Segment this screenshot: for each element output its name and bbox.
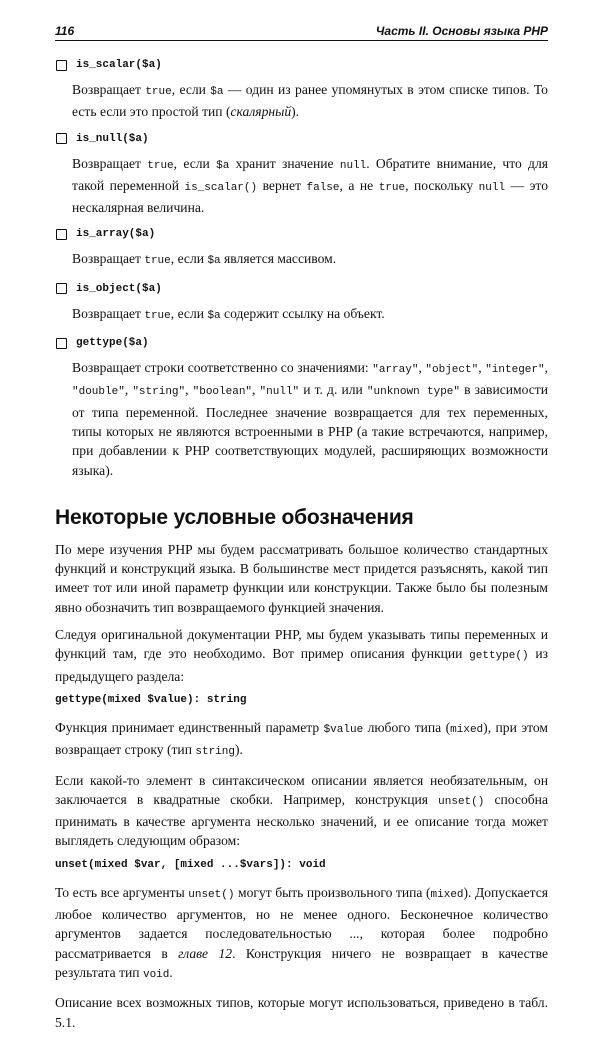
paragraph	[55, 625, 548, 686]
text-run: , если	[170, 305, 208, 321]
text-run: ,	[418, 360, 426, 376]
function-name: is_object($a)	[76, 282, 162, 295]
paragraph	[55, 540, 548, 617]
checkbox-bullet-icon	[56, 338, 67, 349]
checkbox-bullet-icon	[56, 133, 67, 144]
list-item-heading	[55, 334, 548, 352]
inline-code: null	[339, 159, 367, 172]
inline-code: "array"	[372, 364, 419, 377]
inline-code: unset()	[188, 888, 235, 901]
paragraph	[55, 993, 548, 1032]
text-run: . Конструкция ничего не возвращает в качестве результата тип	[55, 945, 548, 980]
page-number: 116	[55, 24, 75, 38]
text-run: unset(mixed $var, [mixed ...$vars]): void	[55, 858, 326, 871]
inline-code: unset()	[438, 795, 485, 808]
text-run: ).	[234, 742, 243, 758]
text-run: .	[169, 964, 173, 980]
emphasis-text: главе 12	[178, 945, 233, 961]
text-run: ), при этом возвращает строку (тип	[55, 719, 548, 758]
inline-code: true	[378, 181, 406, 194]
text-run: является массивом.	[220, 251, 337, 267]
function-description	[72, 249, 548, 271]
text-run: Возвращает	[72, 82, 146, 97]
inline-code: mixed	[450, 723, 484, 736]
inline-code: $value	[323, 723, 364, 736]
text-run: Описание всех возможных типов, которые могут использоваться, приведено в табл. 5.1.	[55, 995, 548, 1030]
text-run: ,	[185, 382, 193, 398]
inline-code: "object"	[425, 364, 479, 377]
code-signature	[55, 859, 548, 871]
text-run: ,	[478, 360, 486, 376]
inline-code: string	[195, 746, 235, 759]
text-run: ).	[291, 104, 300, 120]
text-run: могут быть произвольного типа (	[234, 884, 431, 900]
text-run: По мере изучения PHP мы будем рассматривать большое количество стандартных функций и конструкций языка. В большинстве мест придется разъяснять, какой тип имеет тот или иной параметр функции или конструкции. Также было бы полезным явно обозначить тип возвращаемого функцией значения.	[55, 541, 548, 615]
text-run: любого типа (	[363, 719, 451, 735]
text-run: — один из ранее упомянутых в этом списке типов. То есть если это простой тип (	[72, 82, 548, 120]
function-name: is_null($a)	[76, 132, 149, 145]
inline-code: $a	[207, 255, 221, 268]
code-signature	[55, 694, 548, 706]
paragraph	[55, 883, 548, 985]
text-run: Следуя оригинальной документации PHP, мы будем указывать типы переменных и функций там, где это необходимо. Вот пример описания функции	[55, 627, 548, 662]
text-run: в зависимости от типа переменной. Последнее значение возвращается для тех переменных, типы которых не являются встроенными в PHP (а такие встречаются, например, при добавлении к PHP соответствующих модулей, расширяющих возможности языка).	[72, 382, 549, 478]
inline-code: mixed	[430, 888, 464, 901]
text-run: Возвращает строки соответственно со значениями:	[72, 360, 373, 376]
text-run: Возвращает	[72, 305, 145, 321]
inline-code: "boolean"	[192, 386, 253, 399]
text-run: из предыдущего раздела:	[55, 646, 549, 684]
text-run: и т. д. или	[299, 382, 367, 398]
list-item-heading	[55, 280, 548, 298]
text-run: То есть все аргументы	[55, 884, 189, 900]
checkbox-bullet-icon	[56, 283, 67, 294]
text-run: — это нескалярная величина.	[72, 177, 548, 216]
inline-code: $a	[207, 309, 221, 322]
inline-code: is_scalar()	[184, 181, 258, 194]
function-description	[72, 80, 548, 122]
inline-code: void	[142, 968, 170, 981]
text-run: , если	[173, 155, 217, 171]
function-description	[72, 358, 548, 480]
page-header	[55, 22, 548, 41]
inline-code: $a	[216, 159, 230, 172]
list-item-heading	[55, 56, 548, 74]
paragraph	[55, 718, 548, 763]
text-run: Если какой-то элемент в синтаксическом описании является необязательным, он заключается в квадратные скобки. Например, конструкция	[55, 772, 548, 807]
text-run: Возвращает	[72, 251, 145, 267]
text-run: , поскольку	[405, 177, 479, 193]
inline-code: "double"	[72, 386, 125, 399]
text-run: , если	[170, 251, 208, 267]
inline-code: "unknown type"	[366, 386, 461, 399]
text-run: содержит ссылку на объект.	[220, 305, 385, 321]
inline-code: true	[144, 255, 171, 268]
function-name: is_array($a)	[76, 228, 156, 241]
text-run: способна принимать в качестве аргумента несколько значений, и ее описание тогда может выглядеть следующим образом:	[55, 791, 548, 849]
function-description	[72, 154, 548, 218]
text-run: Функция принимает единственный параметр	[55, 719, 324, 735]
page-content	[55, 56, 548, 1040]
text-run: ,	[124, 382, 133, 398]
function-name: is_scalar($a)	[76, 59, 162, 71]
text-run: ,	[544, 360, 549, 376]
inline-code: true	[147, 159, 174, 172]
inline-code: "null"	[259, 386, 300, 399]
inline-code: gettype()	[469, 650, 529, 663]
inline-code: false	[306, 181, 340, 194]
list-item-heading	[55, 130, 548, 148]
text-run: . Обратите внимание, что для такой переменной	[72, 155, 549, 193]
chapter-title: Часть II. Основы языка PHP	[375, 24, 548, 38]
section-heading: Некоторые условные обозначения	[55, 505, 414, 529]
emphasis-text: скалярный	[230, 104, 292, 120]
text-run: Возвращает	[72, 155, 148, 171]
section-body	[55, 540, 548, 1032]
function-name: gettype($a)	[76, 337, 149, 350]
list-item-heading	[55, 225, 548, 243]
checkbox-bullet-icon	[56, 60, 67, 71]
text-run: ,	[252, 382, 260, 398]
text-run: gettype(mixed $value): string	[55, 693, 247, 706]
inline-code: "integer"	[485, 364, 545, 377]
paragraph	[55, 771, 548, 851]
checkbox-bullet-icon	[56, 229, 67, 240]
inline-code: true	[144, 309, 171, 322]
text-run: вернет	[257, 177, 307, 193]
function-description	[72, 304, 548, 326]
text-run: ). Допускается любое количество аргументов, но не менее одного. Бесконечное количество аргументов задается последовательностью ..., которая более подробно рассматривается в	[55, 884, 548, 961]
text-run: , а не	[339, 177, 379, 193]
inline-code: $a	[210, 86, 224, 98]
text-run: хранит значение	[229, 155, 340, 171]
inline-code: true	[145, 86, 172, 98]
inline-code: null	[478, 181, 506, 194]
function-list	[55, 56, 548, 480]
text-run: , если	[171, 82, 211, 97]
inline-code: "string"	[132, 386, 186, 399]
